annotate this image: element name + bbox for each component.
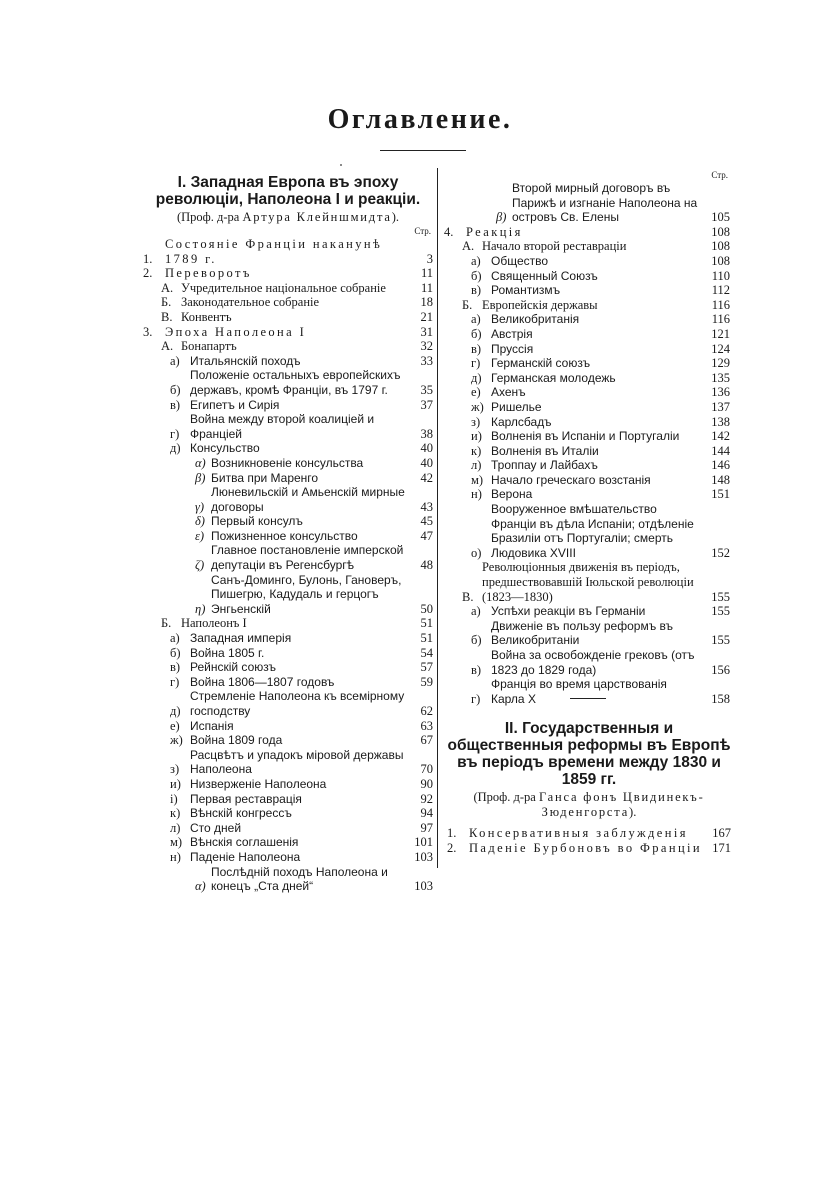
toc-entry-title: Австрія — [491, 326, 533, 341]
toc-entry-page: 59 — [420, 674, 433, 689]
toc-entry-page: 92 — [420, 791, 433, 806]
toc-entry-title: Война 1809 года — [190, 733, 283, 748]
toc-entry-title: Законодательное собраніе — [181, 295, 320, 310]
toc-entry-number: а) — [471, 604, 481, 619]
toc-entry-page: 31 — [420, 324, 433, 339]
toc-list-left — [143, 237, 433, 894]
toc-entry-number: і) — [170, 791, 178, 806]
toc-entry — [444, 283, 730, 298]
toc-entry-page: 108 — [711, 253, 730, 268]
toc-entry — [143, 339, 433, 354]
toc-entry-number: 2. — [447, 840, 457, 855]
toc-entry-title: Война за освобожденіе грековъ (отъ 1823 до 1829 года) — [491, 648, 695, 677]
section-2-heading: II. Государственныя и общественныя реформы въ Европѣ въ періодъ времени между 1830 и 1859 гг. — [447, 720, 731, 788]
toc-entry-number: α) — [195, 455, 206, 470]
toc-entry — [143, 646, 433, 661]
toc-entry-number: Б. — [462, 297, 473, 312]
toc-entry — [444, 225, 730, 240]
toc-entry-page: 101 — [414, 835, 433, 850]
toc-entry — [444, 619, 730, 648]
title-rule — [380, 150, 466, 151]
toc-entry — [143, 266, 433, 281]
toc-entry-number: 1. — [447, 826, 457, 840]
author-prefix: (Проф. д-ра — [176, 210, 240, 224]
toc-entry-number: 3. — [143, 324, 153, 339]
toc-entry-title: Итальянскій походъ — [190, 353, 301, 368]
toc-entry — [447, 826, 731, 841]
toc-entry-number: В. — [161, 309, 173, 324]
toc-entry — [143, 514, 433, 529]
toc-entry — [444, 429, 730, 444]
toc-entry-title: Сто дней — [190, 820, 242, 835]
section-2-author — [447, 790, 731, 820]
toc-entry-title: Карлсбадъ — [491, 414, 552, 429]
toc-entry-title: Война между второй коалиціей и Франціей — [190, 412, 375, 441]
toc-entry — [143, 310, 433, 325]
toc-entry-page: 148 — [711, 472, 730, 487]
toc-entry-number: А. — [462, 239, 475, 254]
toc-entry — [444, 254, 730, 269]
toc-entry-title: Успѣхи реакціи въ Германіи — [491, 604, 646, 619]
toc-entry-title: Троппау и Лайбахъ — [491, 458, 598, 473]
toc-entry — [143, 792, 433, 807]
toc-entry-page: 67 — [420, 733, 433, 748]
toc-entry-page: 47 — [420, 528, 433, 543]
toc-entry-number: з) — [170, 762, 180, 777]
toc-entry — [444, 312, 730, 327]
toc-entry-title: Положеніе остальныхъ европейскихъ державъ, кромѣ Франціи, въ 1797 г. — [190, 368, 401, 397]
toc-entry-title: Романтизмъ — [491, 283, 561, 298]
toc-entry-title: Ришелье — [491, 399, 542, 414]
toc-entry-page: 112 — [711, 283, 730, 298]
toc-entry-title: Германская молодежь — [491, 370, 616, 385]
author-suffix: ). — [629, 805, 637, 819]
toc-entry-number: л) — [170, 820, 181, 835]
toc-entry-title: Конвентъ — [181, 309, 232, 324]
toc-entry-title: Начало греческаго возстанія — [491, 472, 651, 487]
toc-entry-number: г) — [471, 356, 481, 371]
author-prefix: (Проф. д-ра — [473, 790, 536, 804]
toc-entry-page: 151 — [711, 487, 730, 502]
toc-entry-page: 21 — [420, 309, 433, 324]
toc-entry-page: 35 — [420, 382, 433, 397]
toc-entry — [143, 850, 433, 865]
toc-entry-page: 135 — [711, 370, 730, 385]
toc-entry-number: з) — [471, 414, 481, 429]
toc-entry-number: А. — [161, 339, 174, 354]
print-speck — [340, 164, 342, 166]
toc-entry — [444, 677, 730, 706]
toc-entry-number: м) — [471, 472, 484, 487]
toc-entry-page: 144 — [711, 443, 730, 458]
toc-entry-number: и) — [471, 429, 482, 444]
toc-entry-title: Бонапартъ — [181, 339, 237, 354]
toc-entry-number: А. — [161, 280, 174, 295]
toc-entry-page: 63 — [420, 718, 433, 733]
author-suffix: ). — [391, 210, 400, 224]
toc-list-right — [444, 181, 730, 706]
toc-entry-number: в) — [170, 660, 181, 675]
toc-entry-number: в) — [471, 662, 482, 677]
toc-entry-title: Вѣнскія соглашенія — [190, 835, 299, 850]
toc-entry-title: Западная имперія — [190, 631, 292, 646]
toc-entry-title: Наполеонъ I — [181, 616, 247, 631]
toc-entry-title: Верона — [491, 487, 533, 502]
toc-entry-title: Переворотъ — [165, 266, 252, 281]
toc-entry-page: 105 — [711, 210, 730, 225]
toc-entry — [143, 529, 433, 544]
toc-entry — [444, 604, 730, 619]
section-1-author — [143, 210, 433, 225]
toc-entry-number: б) — [170, 382, 181, 397]
toc-entry-title: Волненія въ Испаніи и Португаліи — [491, 429, 680, 444]
toc-entry-number: Б. — [161, 295, 172, 310]
toc-entry-number: ε) — [195, 528, 205, 543]
toc-entry — [143, 325, 433, 340]
toc-entry-title: Второй мирный договоръ въ Парижѣ и изгнаніе Наполеона на островъ Св. Елены — [512, 181, 698, 225]
toc-entry-title: Битва при Маренго — [211, 470, 319, 485]
toc-entry-page: 11 — [420, 280, 433, 295]
toc-entry-title: Вооруженное вмѣшательство Франціи въ дѣла Испаніи; отдѣленіе Бразиліи отъ Португаліи; смерть Людовика XVIII — [491, 502, 694, 560]
toc-entry — [143, 573, 433, 617]
toc-entry-title: Рейнскій союзъ — [190, 660, 276, 675]
toc-entry-number: α) — [195, 879, 206, 894]
toc-entry-number: е) — [170, 718, 180, 733]
toc-entry — [444, 487, 730, 502]
toc-entry-number: δ) — [195, 514, 205, 529]
toc-entry-number: в) — [471, 341, 482, 356]
toc-entry-number: б) — [471, 633, 482, 648]
toc-entry-title: Ахенъ — [491, 385, 526, 400]
toc-entry-page: 138 — [711, 414, 730, 429]
toc-entry-title: Движеніе въ пользу реформъ въ Великобританіи — [491, 618, 674, 648]
author-name: Ганса фонъ Цвидинекъ-Зюденгорста — [538, 790, 705, 819]
toc-entry — [444, 385, 730, 400]
toc-entry — [143, 281, 433, 296]
toc-entry-title: Великобританія — [491, 312, 580, 327]
toc-entry — [143, 719, 433, 734]
toc-entry — [444, 415, 730, 430]
toc-entry-title: Главное постановленіе имперской депутаціи въ Регенсбургѣ — [211, 543, 404, 573]
toc-entry-title: Волненія въ Италіи — [491, 443, 599, 458]
toc-entry-page: 37 — [420, 397, 433, 412]
toc-entry-number: В. — [462, 589, 474, 604]
toc-entry-page: 158 — [711, 691, 730, 706]
toc-entry-number: б) — [471, 326, 482, 341]
toc-entry-title: Люневильскій и Амьенскій мирные договоры — [211, 485, 405, 514]
section-1-heading: I. Западная Европа въ эпоху революціи, Наполеона I и реакціи. — [155, 174, 421, 208]
toc-entry — [143, 748, 433, 777]
toc-entry-page: 171 — [712, 840, 731, 855]
toc-entry-page: 3 — [426, 251, 433, 266]
toc-entry — [444, 181, 730, 225]
toc-entry-page: 97 — [420, 820, 433, 835]
toc-entry-page: 129 — [711, 356, 730, 371]
toc-entry-page: 152 — [711, 545, 730, 560]
toc-entry-title: Первый консулъ — [211, 514, 303, 529]
toc-entry-title: Война 1806—1807 годовъ — [190, 674, 335, 689]
toc-entry-page: 146 — [711, 458, 730, 473]
toc-entry-number: н) — [471, 487, 482, 502]
toc-entry — [143, 471, 433, 486]
toc-entry — [444, 239, 730, 254]
right-column — [444, 170, 730, 706]
toc-entry-number: Б. — [161, 616, 172, 631]
toc-entry-page: 155 — [711, 604, 730, 619]
toc-entry-page: 32 — [420, 339, 433, 354]
toc-entry — [143, 660, 433, 675]
toc-entry-page: 116 — [711, 297, 730, 312]
toc-entry — [444, 400, 730, 415]
toc-entry — [143, 485, 433, 514]
toc-entry-number: ж) — [170, 733, 183, 748]
toc-entry-title: Послѣдній походъ Наполеона и конецъ „Ста дней“ — [211, 864, 388, 894]
page-column-label: Стр. — [711, 170, 728, 180]
toc-entry-number: л) — [471, 458, 482, 473]
toc-entry — [143, 412, 433, 441]
toc-entry-number: β) — [195, 470, 206, 485]
toc-entry — [444, 371, 730, 386]
toc-entry-title: Начало второй реставраціи — [482, 239, 627, 254]
toc-entry-number: в) — [471, 283, 482, 298]
toc-entry-number: η) — [195, 601, 206, 616]
toc-entry-page: 57 — [420, 660, 433, 675]
toc-entry-page: 38 — [420, 426, 433, 441]
toc-entry-number: в) — [170, 397, 181, 412]
toc-entry — [444, 269, 730, 284]
toc-entry — [444, 356, 730, 371]
toc-entry-title: Египетъ и Сирія — [190, 397, 280, 412]
toc-entry-title: Священный Союзъ — [491, 268, 598, 283]
toc-entry-page: 50 — [420, 601, 433, 616]
toc-entry-title: Консульство — [190, 441, 260, 456]
toc-entry-page: 33 — [420, 353, 433, 368]
toc-entry-number: 1. — [143, 251, 153, 266]
toc-entry-number: м) — [170, 835, 183, 850]
toc-entry-title: Вѣнскій конгрессъ — [190, 806, 292, 821]
toc-entry — [143, 354, 433, 369]
toc-entry-page: 90 — [420, 776, 433, 791]
toc-entry-number: о) — [471, 545, 482, 560]
toc-entry-page: 121 — [711, 326, 730, 341]
toc-entry-page: 48 — [420, 558, 433, 573]
toc-entry-title: Расцвѣтъ и упадокъ міровой державы Наполеона — [190, 747, 404, 777]
toc-entry-page: 103 — [414, 849, 433, 864]
toc-entry — [143, 543, 433, 572]
toc-entry-title: Консервативныя заблужденія — [469, 826, 688, 840]
toc-entry-page: 142 — [711, 429, 730, 444]
toc-entry-page: 18 — [420, 295, 433, 310]
toc-entry-page: 45 — [420, 514, 433, 529]
toc-entry — [143, 616, 433, 631]
toc-entry-number: к) — [170, 806, 181, 821]
toc-entry-page: 51 — [420, 631, 433, 646]
toc-entry-title: Революціонныя движенія въ періодъ, предшествовавшій Іюльской революціи (1823—1830) — [482, 560, 694, 604]
toc-entry-page: 110 — [711, 268, 730, 283]
toc-entry — [143, 398, 433, 413]
toc-entry-page: 108 — [711, 239, 730, 254]
toc-entry — [143, 689, 433, 718]
toc-entry-number: д) — [471, 370, 482, 385]
toc-entry — [444, 298, 730, 313]
toc-entry-number: д) — [170, 704, 181, 718]
toc-entry-page: 155 — [711, 633, 730, 648]
toc-entry-page: 54 — [420, 645, 433, 660]
toc-entry — [143, 675, 433, 690]
toc-entry — [143, 865, 433, 894]
toc-entry-page: 62 — [420, 704, 433, 718]
toc-entry — [143, 456, 433, 471]
toc-entry-title: Паденіе Наполеона — [190, 849, 301, 864]
toc-entry-title: Война 1805 г. — [190, 645, 265, 660]
toc-entry-number: а) — [170, 353, 180, 368]
toc-entry-page: 11 — [420, 266, 433, 281]
section-separator — [570, 698, 606, 699]
toc-entry-page: 156 — [711, 662, 730, 677]
toc-entry — [444, 648, 730, 677]
toc-entry-title: Низверженіе Наполеона — [190, 776, 327, 791]
toc-entry-title: Стремленіе Наполеона къ всемірному господству — [190, 689, 405, 718]
toc-entry-page: 40 — [420, 441, 433, 456]
toc-entry-number: г) — [471, 691, 481, 706]
toc-entry-title: Франція во время царствованія Карла X — [491, 677, 667, 706]
toc-entry — [444, 473, 730, 488]
toc-entry-title: Общество — [491, 253, 549, 268]
toc-entry — [143, 631, 433, 646]
section-2 — [447, 720, 731, 855]
left-column — [143, 174, 433, 894]
toc-entry-page: 42 — [420, 470, 433, 485]
toc-entry — [143, 733, 433, 748]
toc-entry-page: 40 — [420, 455, 433, 470]
toc-entry-number: г) — [170, 674, 180, 689]
toc-entry-number: н) — [170, 849, 181, 864]
toc-entry-title: Германскій союзъ — [491, 356, 591, 371]
toc-entry-number: г) — [170, 426, 180, 441]
toc-entry-title: Испанія — [190, 718, 234, 733]
toc-entry-number: 4. — [444, 224, 454, 239]
toc-entry-number: к) — [471, 443, 482, 458]
toc-entry-title: Учредительное національное собраніе — [181, 280, 386, 295]
toc-entry — [143, 806, 433, 821]
toc-entry-title: Паденіе Бурбоновъ во Франціи — [469, 840, 703, 855]
toc-entry-number: а) — [471, 312, 481, 327]
toc-entry-page: 70 — [420, 762, 433, 777]
toc-entry-title: Эпоха Наполеона I — [165, 324, 307, 339]
column-divider — [437, 168, 438, 868]
toc-entry-page: 167 — [712, 826, 731, 840]
toc-entry — [444, 327, 730, 342]
toc-entry-page: 155 — [711, 589, 730, 604]
toc-list-section-2 — [447, 826, 731, 855]
toc-entry-page: 51 — [420, 616, 433, 631]
toc-entry-title: Реакція — [466, 224, 523, 239]
toc-entry — [143, 777, 433, 792]
toc-entry-number: е) — [471, 385, 481, 400]
toc-entry-title: Первая реставрація — [190, 791, 302, 806]
toc-entry — [444, 342, 730, 357]
toc-entry-number: д) — [170, 441, 181, 456]
toc-entry — [143, 441, 433, 456]
toc-entry-page: 94 — [420, 806, 433, 821]
author-name: Артура Клейншмидта — [242, 210, 392, 224]
toc-entry-title: Возникновеніе консульства — [211, 455, 364, 470]
toc-entry-page: 116 — [711, 312, 730, 327]
toc-entry-number: б) — [170, 645, 181, 660]
toc-entry-number: β) — [496, 210, 507, 225]
toc-entry-number: ж) — [471, 399, 484, 414]
toc-entry — [143, 835, 433, 850]
toc-entry — [143, 295, 433, 310]
toc-entry-number: а) — [471, 253, 481, 268]
toc-entry — [143, 821, 433, 836]
toc-entry-title: Санъ-Доминго, Булонь, Гановеръ, Пишегрю, Кадудаль и герцогъ Энгьенскій — [211, 572, 402, 616]
page-title: Оглавление. — [327, 104, 513, 135]
toc-entry — [143, 237, 433, 266]
toc-entry — [447, 841, 731, 856]
toc-entry-number: б) — [471, 268, 482, 283]
toc-entry-page: 103 — [414, 879, 433, 894]
toc-entry-number: ζ) — [195, 558, 205, 573]
toc-entry-title: Европейскія державы — [482, 297, 598, 312]
toc-entry — [444, 444, 730, 459]
toc-entry-page: 124 — [711, 341, 730, 356]
toc-entry-title: Пожизненное консульство — [211, 528, 358, 543]
toc-entry-title: Состояніе Франціи наканунѣ 1789 г. — [165, 237, 383, 266]
toc-entry-title: Пруссія — [491, 341, 534, 356]
toc-entry — [444, 502, 730, 560]
toc-entry-number: γ) — [195, 499, 205, 514]
toc-entry — [444, 560, 730, 604]
toc-entry — [143, 368, 433, 397]
toc-entry-page: 136 — [711, 385, 730, 400]
toc-entry-page: 43 — [420, 499, 433, 514]
toc-entry-page: 137 — [711, 399, 730, 414]
toc-entry — [444, 458, 730, 473]
toc-entry-page: 108 — [711, 224, 730, 239]
toc-entry-number: а) — [170, 631, 180, 646]
toc-entry-number: и) — [170, 776, 181, 791]
page-column-label: Стр. — [414, 226, 431, 236]
toc-entry-number: 2. — [143, 266, 153, 281]
